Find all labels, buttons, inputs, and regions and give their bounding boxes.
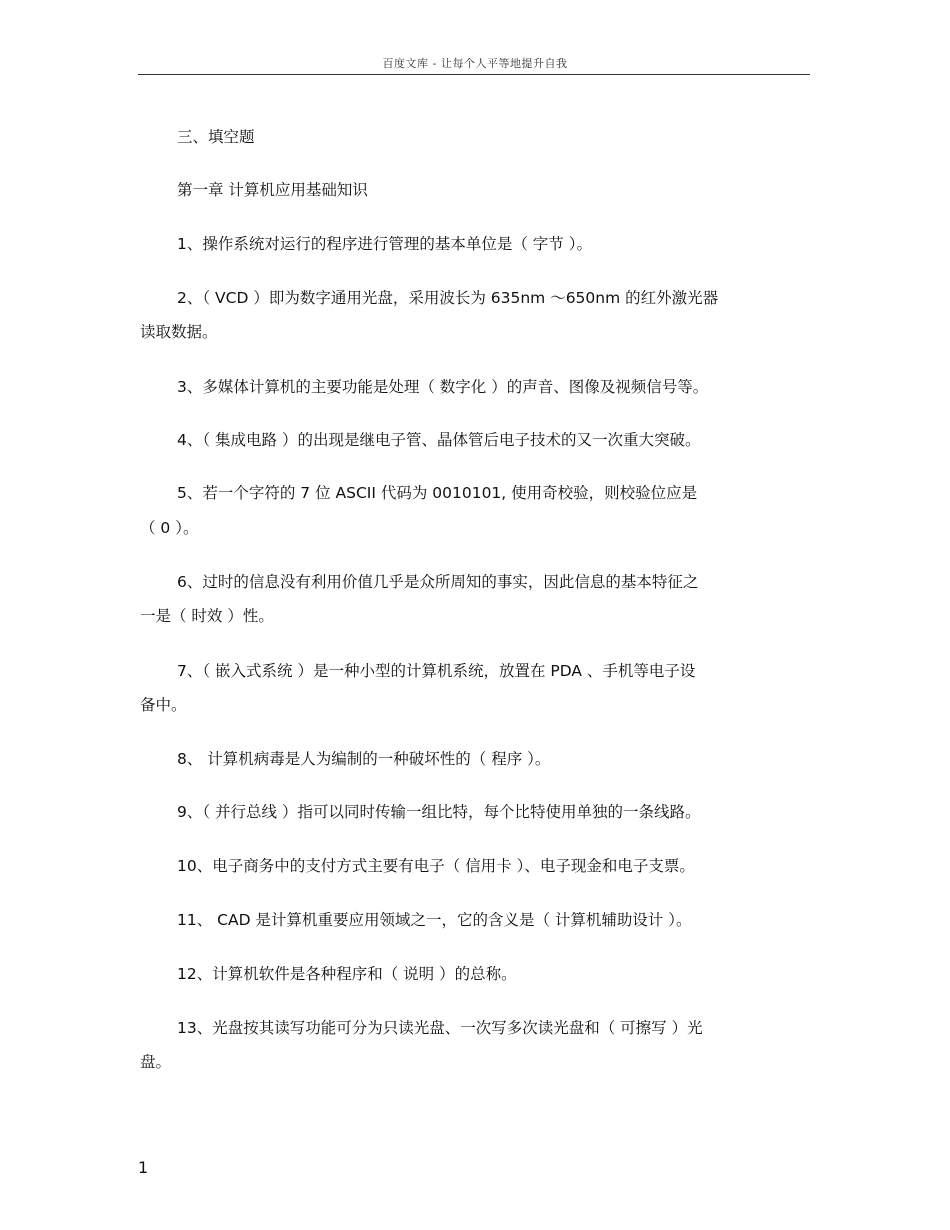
question-6-line-1: 6、过时的信息没有利用价值几乎是众所周知的事实，因此信息的基本特征之	[177, 573, 699, 591]
question-13-line-2: 盘。	[140, 1053, 172, 1071]
question-4-line-1: 4、（ 集成电路 ）的出现是继电子管、晶体管后电子技术的又一次重大突破。	[177, 431, 701, 449]
question-1-line-1: 1、操作系统对运行的程序进行管理的基本单位是（ 字节 ）。	[177, 235, 592, 253]
question-3-line-1: 3、多媒体计算机的主要功能是处理（ 数字化 ）的声音、图像及视频信号等。	[177, 378, 709, 396]
question-10-line-1: 10、电子商务中的支付方式主要有电子（ 信用卡 ）、电子现金和电子支票。	[177, 857, 695, 875]
question-5-line-2: （ 0 ）。	[140, 519, 199, 537]
page-number: 1	[138, 1158, 149, 1177]
question-2-line-2: 读取数据。	[140, 323, 218, 341]
question-8-line-1: 8、 计算机病毒是人为编制的一种破坏性的（ 程序 ）。	[177, 750, 551, 768]
question-2-line-1: 2、（ VCD ）即为数字通用光盘，采用波长为 635nm ～650nm 的红外激光器	[177, 289, 719, 307]
question-6-line-2: 一是（ 时效 ）性。	[140, 607, 274, 625]
question-9-line-1: 9、（ 并行总线 ）指可以同时传输一组比特，每个比特使用单独的一条线路。	[177, 803, 701, 821]
section-title: 三、填空题	[177, 128, 255, 146]
question-7-line-2: 备中。	[140, 696, 187, 714]
question-7-line-1: 7、（ 嵌入式系统 ）是一种小型的计算机系统，放置在 PDA 、手机等电子设	[177, 662, 696, 680]
page-header: 百度文库 - 让每个人平等地提升自我	[382, 57, 568, 70]
question-13-line-1: 13、光盘按其读写功能可分为只读光盘、一次写多次读光盘和（ 可擦写 ）光	[177, 1019, 703, 1037]
chapter-title: 第一章 计算机应用基础知识	[177, 181, 368, 199]
question-12-line-1: 12、计算机软件是各种程序和（ 说明 ）的总称。	[177, 965, 517, 983]
question-11-line-1: 11、 CAD 是计算机重要应用领域之一，它的含义是（ 计算机辅助设计 ）。	[177, 911, 692, 929]
question-5-line-1: 5、若一个字符的 7 位 ASCII 代码为 0010101, 使用奇校验，则校验位应是	[177, 484, 698, 502]
header-divider	[138, 74, 810, 75]
